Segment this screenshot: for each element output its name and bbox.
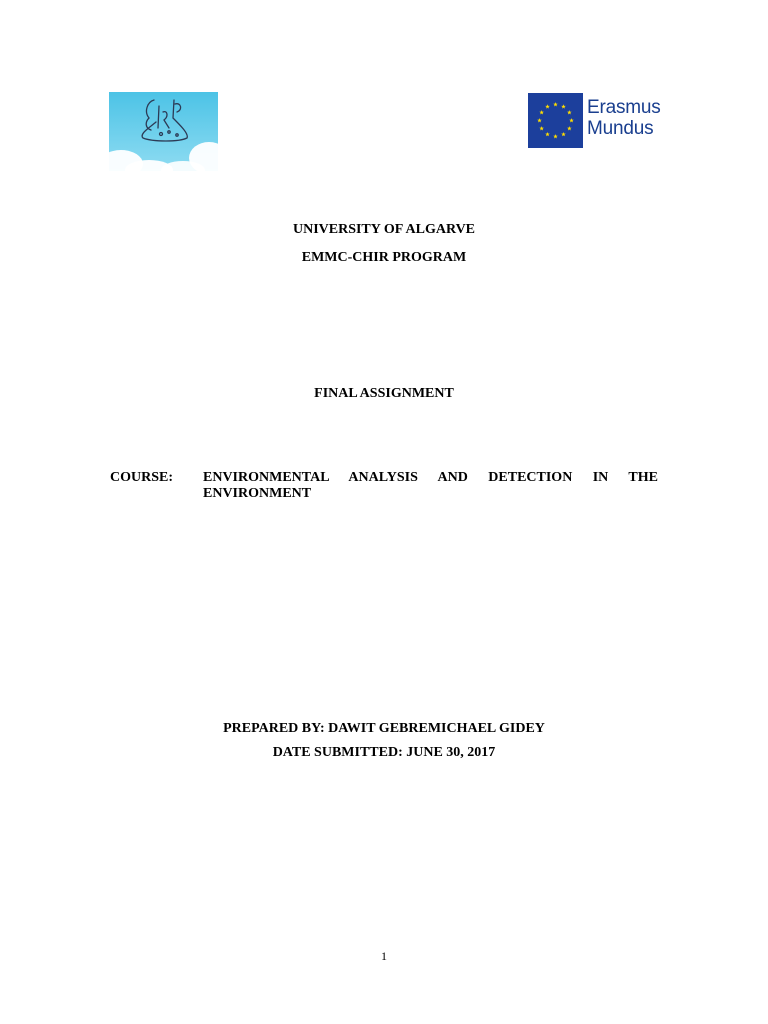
erasmus-mundus-wordmark (587, 97, 661, 139)
date-submitted: DATE SUBMITTED: JUNE 30, 2017 (272, 745, 496, 760)
wordmark-line1: Erasmus (587, 97, 661, 118)
chir-logo-graphic (109, 92, 218, 171)
wordmark-line2: Mundus (587, 118, 654, 139)
assignment-title: FINAL ASSIGNMENT (314, 386, 454, 401)
prepared-by: PREPARED BY: DAWIT GEBREMICHAEL GIDEY (223, 721, 545, 736)
university-name: UNIVERSITY OF ALGARVE (292, 222, 476, 237)
erasmus-mundus-logo (528, 93, 661, 150)
course-title: ENVIRONMENTAL ANALYSIS AND DETECTION IN THE ENVIRONMENT (203, 470, 658, 501)
chir-logo (109, 92, 218, 171)
eu-flag-icon (528, 93, 583, 148)
program-name: EMMC-CHIR PROGRAM (301, 250, 467, 265)
page-number: 1 (381, 949, 387, 963)
course-label: COURSE: (110, 470, 174, 485)
